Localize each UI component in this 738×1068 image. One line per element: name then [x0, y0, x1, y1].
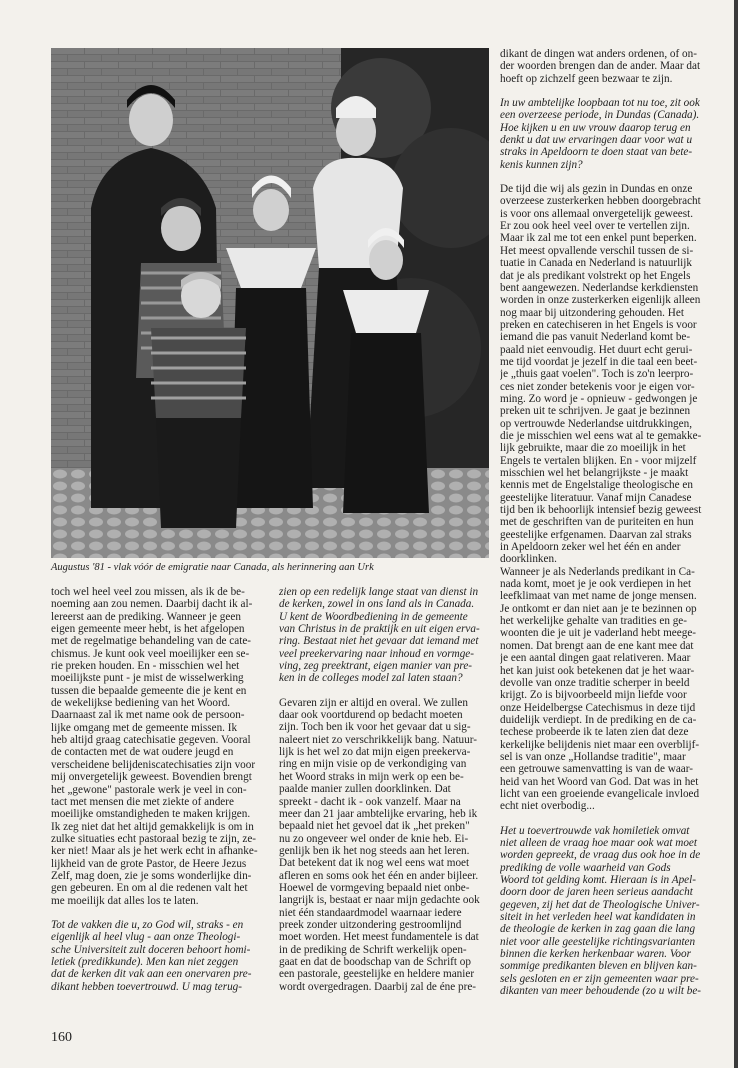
text-line: eigenlijk al heel vlug - aan onze Theologi- [51, 931, 241, 944]
text-line: ken in de colleges model zal laten staan? [279, 672, 463, 685]
page-number: 160 [51, 1030, 72, 1045]
text-line: echt niet overbodig... [500, 800, 595, 813]
text-line: der woorden brengen dan de ander. Maar dat [500, 60, 701, 73]
text-line: licht van een groeiende evangelicale invloed [500, 787, 700, 800]
text-line: paalde manier zullen doorklinken. Dat [279, 783, 451, 796]
text-line: met de geschriften van de puriteiten en hun [500, 516, 694, 529]
text-line: rie preken houden. En - misschien wel het [51, 660, 240, 673]
text-column-1 [51, 586, 263, 1005]
text-line: sche Universiteit zult doceren behoort homi- [51, 943, 251, 956]
text-line: nog maar bij uitzondering gehouden. Het [500, 306, 684, 319]
text-line: de kerken, zowel in ons land als in Canada. [279, 598, 475, 611]
text-line: straks in Apeldoorn te doen staat van bete- [500, 146, 693, 159]
text-line: woonten die je uit je vaderland hebt meege- [500, 627, 697, 640]
text-line: ving, zeg preektrant, eigen manier van pre- [279, 660, 473, 673]
text-line: kerkelijke belijdenis niet maar een overblijf- [500, 738, 700, 751]
text-line: denkt u dat uw ervaringen daar voor wat u [500, 134, 693, 147]
text-line: een overzeese periode, in Dundas (Canada). [500, 109, 700, 122]
text-line: zien op een redelijk lange staat van dienst in [279, 586, 479, 598]
family-photo [51, 48, 489, 558]
photo-caption: Augustus '81 - vlak vóór de emigratie naar Canada, als herinnering aan Urk [51, 562, 374, 573]
text-line: iemand die pas vanuit Nederland komt be- [500, 331, 691, 344]
text-line: veel preekervaring naar inhoud en vormge- [279, 647, 474, 660]
text-line: gen gebeuren. En om al die redenen valt het [51, 882, 248, 895]
text-line: dikant de dingen wat anders ordenen, of on- [500, 48, 697, 60]
text-line: Het meest opvallende verschil tussen de si- [500, 244, 694, 257]
interview-answer [500, 48, 716, 85]
text-line: lijk is het wel zo dat mijn eigen preekerva- [279, 746, 471, 759]
text-line: me moeilijk dat alles los te laten. [51, 894, 199, 907]
text-line: het „gewone" pastorale werk je veel in con- [51, 783, 247, 796]
text-line: Je ontkomt er dan niet aan je te bezinnen op [500, 602, 697, 615]
interview-question [500, 97, 716, 171]
text-line: met de regelmatige behandeling van de cate- [51, 635, 252, 648]
text-line: moeilijke omstandigheden te maken krijgen. [51, 808, 251, 821]
interview-answer [500, 183, 716, 813]
text-line: niet alleen de vraag hoe maar ook wat moet [500, 836, 697, 849]
text-line: het werkelijke gehalte van tradities en ge- [500, 615, 687, 628]
text-line: krijgt. Zo is bijvoorbeeld mijn liefde voor [500, 689, 687, 702]
text-line: letiek (predikkunde). Men kan niet zeggen [51, 955, 239, 968]
text-line: dikanten van meer behoudende (zo u wilt be- [500, 985, 702, 998]
text-line: me tijd voordat je jezelf in die taal een beet- [500, 355, 698, 368]
text-line: Daarnaast zal ik met name ook de persoon- [51, 709, 245, 722]
text-line: Hoewel de vormgeving bepaald niet onbe- [279, 881, 470, 894]
text-line: duidelijk verdiept. In de prediking en de ca- [500, 713, 697, 726]
text-line: ring en mijn visie op de verkondiging van [279, 758, 467, 771]
text-line: binnen die kerken herkenbaar waren. Voor [500, 948, 691, 961]
text-line: misschien wel het belangrijkste - je maakt [500, 467, 689, 479]
text-line: geestelijke literatuur. Vanaf mijn Canadese [500, 491, 692, 504]
text-line: heid van het Woord van God. Dat was in het [500, 775, 699, 788]
text-line: tact met mensen die met ziekte of andere [51, 795, 234, 808]
text-line: worden gepreekt, de vraag dus ook hoe in de [500, 849, 701, 862]
text-line: kennis met de Engelstalige theologische en [500, 479, 693, 492]
text-line: Tot de vakken die u, zo God wil, straks - en [51, 918, 244, 931]
text-line: lereerst aan de prediking. Wanneer je geen [51, 610, 241, 623]
text-line: lijkheid van de grote Pastor, de Heere Jezus [51, 857, 247, 870]
text-line: noeming aan zou nemen. Daarbij dacht ik al- [51, 598, 253, 611]
text-line: ming. Zo word je - opnieuw - gedwongen je [500, 392, 698, 405]
text-line: die je misschien wel eens wat al te gemakke- [500, 429, 702, 442]
text-line: bent aangewezen. Nederlandse kerkdiensten [500, 281, 699, 294]
text-line: de contacten met de wat oudere jeugd en [51, 746, 234, 759]
text-line: lijke omgang met de gemeente missen. Ik [51, 721, 238, 734]
text-line: prediking de volle waarheid van Gods [500, 861, 671, 874]
text-line: dikant hebben toevertrouwd. U mag terug- [51, 980, 242, 993]
text-line: je „thuis gaat voelen". Toch is zo'n leerpro- [500, 368, 694, 381]
text-line: siteit in het verleden heel wat kandidaten in [500, 911, 696, 924]
text-line: Maar ik zal me tot een enkel punt beperken. [500, 232, 697, 245]
text-line: De tijd die wij als gezin in Dundas en onze [500, 183, 693, 196]
text-line: moeilijkste punt - je mist de wisselwerking [51, 672, 244, 685]
text-line: de wekelijkse bediening van het Woord. [51, 697, 231, 710]
text-line: doorn door de jaren heen serieus aandacht [500, 886, 693, 899]
text-line: Het u toevertrouwde vak homiletiek omvat [500, 824, 690, 837]
text-line: gaat en dat de boodschap van de Schrift op [279, 955, 471, 968]
text-line: genlijk ben ik het nog steeds aan het leren. [279, 844, 470, 857]
interview-question [500, 825, 716, 998]
text-line: spreekt - dacht ik - ook vanzelf. Maar na [279, 795, 461, 808]
text-line: Dat betekent dat ik nog wel eens wat moet [279, 857, 470, 870]
text-line: naleert niet zo verschrikkelijk bang. Natuur- [279, 733, 477, 746]
page-edge-shadow [734, 0, 738, 1068]
text-line: daar ook voortdurend op bedacht moeten [279, 709, 463, 722]
text-line: Er zou ook heel veel over te vertellen zijn. [500, 220, 690, 233]
text-column-2 [279, 586, 491, 1005]
text-line: sels gesloten en er zijn gemeenten waar pre- [500, 972, 699, 985]
text-line: ring. Bestaat niet het gevaar dat iemand met [279, 635, 479, 648]
text-line: eigen gemeente meer hebt, is het afgelopen [51, 623, 245, 636]
text-line: zijn. Toch ben ik voor het gevaar dat u sig- [279, 721, 471, 734]
text-line: chismus. Je kunt ook veel moeilijker een se- [51, 647, 250, 660]
interview-question [279, 586, 491, 685]
text-line: devolle van onze traditie scherper in beeld [500, 676, 690, 689]
text-column-3 [500, 48, 716, 1009]
text-line: het Woord straks in mijn werk op een be- [279, 770, 464, 783]
text-line: lijk gebruikte, maar die zo moeilijk in het [500, 442, 686, 455]
text-line: in Apeldoorn zeker wel het één en ander [500, 541, 681, 554]
text-line: dat je als predikant volstrekt op het Engels [500, 269, 691, 282]
interview-answer [51, 586, 263, 907]
text-line: preken uit te schrijven. Je gaat je bezinnen [500, 405, 691, 418]
text-line: tijd ben ik behoorlijk intensief bezig geweest [500, 504, 702, 517]
text-line: U kent de Woordbediening in de gemeente [279, 610, 468, 623]
text-line: gegeven, zij het dat de Theologische Univer- [500, 898, 700, 911]
text-line: dat de kerken dit vak aan een onervaren pre- [51, 968, 252, 981]
text-line: Gevaren zijn er altijd en overal. We zullen [279, 696, 468, 709]
text-line: tussen die bepaalde gemeente die je kent en [51, 684, 247, 697]
text-line: je een aantal dingen gaat relativeren. Maar [500, 652, 691, 665]
text-line: op vertrouwde Nederlandse uitdrukkingen, [500, 417, 692, 430]
text-line: wordt overgedragen. Daarbij zal de éne pre- [279, 980, 477, 993]
text-line: preek zonder uitzondering gestroomlijnd [279, 918, 462, 931]
text-line: nada komt, moet je je ook verdiepen in het [500, 578, 692, 591]
text-line: in de prediking de Schrift werkelijk open- [279, 943, 467, 956]
text-line: nomen. Dat brengt aan de ene kant mee dat [500, 639, 694, 652]
text-line: ker niet! Maar als je het werk echt in afhanke- [51, 845, 258, 858]
text-line: hoeft op zichzelf geen bezwaar te zijn. [500, 72, 673, 85]
text-line: doorklinken. [500, 553, 557, 566]
text-line: Engels te vertalen blijken. En - voor mijzelf [500, 454, 697, 467]
text-line: langrijk is, bestaat er naar mijn gedachte ook [279, 894, 480, 907]
interview-question [51, 919, 263, 993]
text-line: de theologie de kerken in zag gaan die lang [500, 923, 696, 936]
interview-answer [279, 697, 491, 993]
text-line: Woord tot gelding komt. Hieraan is in Apel- [500, 874, 696, 886]
text-line: sel is van onze „Hollandse traditie", maar [500, 750, 686, 763]
text-line: Zelf, mag doen, zie je soms wonderlijke din- [51, 869, 252, 882]
text-line: heb altijd graag catechisatie gegeven. Vooral [51, 734, 251, 747]
text-line: mij onvergetelijk geweest. Bovendien brengt [51, 771, 252, 784]
text-line: overzeese zusterkerken hebben doorgebracht [500, 195, 701, 208]
text-line: ces niet zonder betekenis voor je eigen vor- [500, 380, 695, 393]
text-line: verscheidene belijdeniscatechisaties zijn voor [51, 758, 256, 771]
text-line: onze Heidelbergse Catechismus in deze tijd [500, 701, 696, 714]
text-line: preken en catechiseren in het Engels is voor [500, 318, 697, 331]
text-line: toch wel heel veel zou missen, als ik de be- [51, 586, 245, 598]
text-line: niet voor alle geestelijke richtingsvarianten [500, 935, 696, 948]
text-line: afleren en soms ook het één en ander bijleer. [279, 869, 479, 882]
text-line: een getrouwe samenvatting is van de waar- [500, 763, 693, 776]
text-line: zulke situaties echt pastoraal bezig te zijn, ze- [51, 832, 257, 845]
text-line: tuatie in Canada en Nederland is natuurlijk [500, 257, 692, 270]
text-line: meer dan 21 jaar ambtelijke ervaring, heb ik [279, 807, 478, 820]
text-line: niet één standaardmodel waarnaar iedere [279, 906, 462, 919]
text-line: kenis kunnen zijn? [500, 158, 583, 171]
text-line: het kan juist ook betekenen dat je het waar- [500, 664, 695, 677]
text-line: van Christus in de praktijk en uit eigen erva- [279, 623, 480, 636]
text-line: moet worden. Het meest fundamentele is dat [279, 931, 479, 944]
text-line: Ik zeg niet dat het altijd gemakkelijk is om in [51, 820, 254, 833]
text-line: paald niet eenvoudig. Het duurt echt gerui- [500, 343, 693, 356]
text-line: leefklimaat van met name de jonge mensen. [500, 590, 697, 603]
text-line: In uw ambtelijke loopbaan tot nu toe, zit ook [500, 97, 700, 110]
text-line: een pastorale, geestelijke en heldere manier [279, 968, 475, 981]
family-photo-icon [51, 48, 489, 558]
text-line: Hoe kijken u en uw vrouw daarop terug en [500, 121, 691, 134]
text-line: Wanneer je als Nederlands predikant in Ca- [500, 565, 695, 578]
text-line: bepaald niet het gevoel dat ik „het preken" [279, 820, 470, 833]
text-line: nu zo ongeveer wel onder de knie heb. Ei- [279, 832, 469, 845]
text-line: techese probeerde ik te laten zien dat deze [500, 726, 689, 739]
text-line: worden in onze zusterkerken eigenlijk alleen [500, 294, 701, 307]
text-line: sommige predikanten bleven en blijven kan- [500, 960, 697, 973]
text-line: is voor ons allemaal onvergetelijk geweest. [500, 207, 694, 220]
text-line: geestelijke erfgenamen. Daarvan zal straks [500, 528, 692, 541]
